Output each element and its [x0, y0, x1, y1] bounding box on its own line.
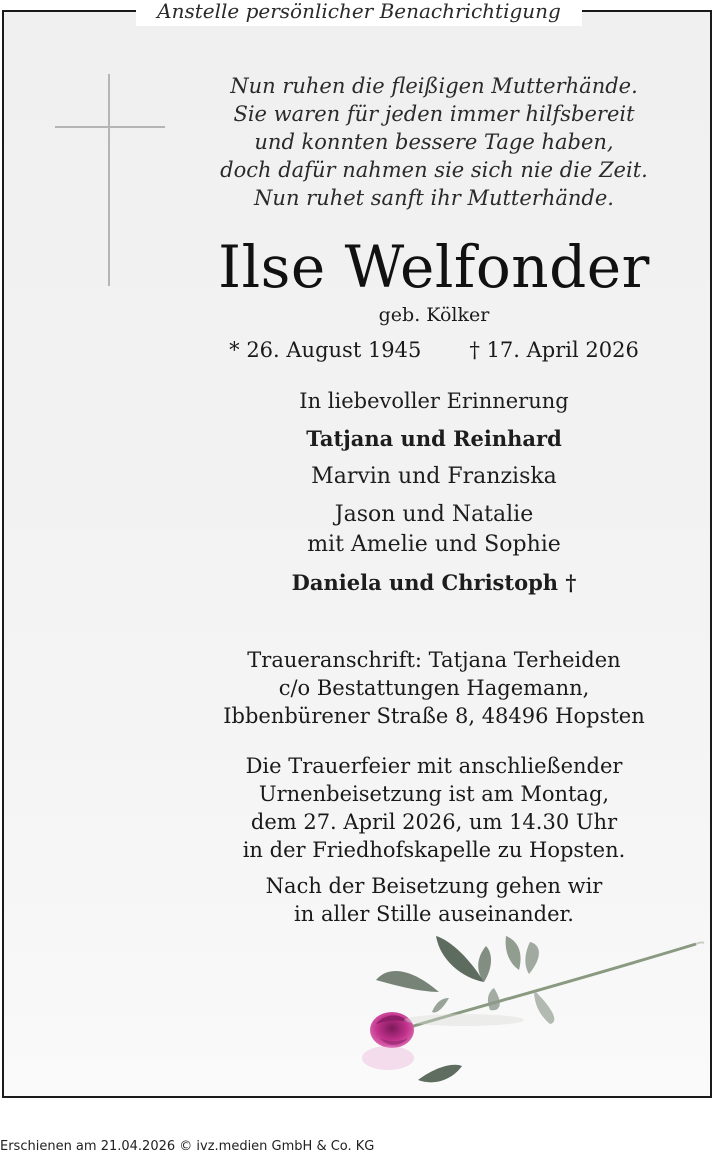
- verse-line: Sie waren für jeden immer hilfsbereit: [233, 102, 635, 126]
- publication-footer: Erschienen am 21.04.2026 © ivz.medien GmbH & Co. KG: [0, 1139, 375, 1154]
- life-dates: [184, 335, 684, 365]
- obituary-frame: [2, 10, 712, 1098]
- verse-line: und konnten bessere Tage haben,: [254, 130, 614, 154]
- mourner-group: Marvin und Franziska: [311, 464, 557, 489]
- cross-icon-bar: [55, 126, 165, 128]
- verse-line: Nun ruhet sanft ihr Mutterhände.: [254, 186, 614, 210]
- mourner-group: Tatjana und Reinhard: [306, 426, 562, 451]
- deceased-name: Ilse Welfonder: [218, 233, 650, 301]
- mourners: [184, 386, 684, 598]
- note-line: Nach der Beisetzung gehen wir: [265, 874, 603, 898]
- death-date: † 17. April 2026: [469, 338, 639, 362]
- verse-line: Nun ruhen die fleißigen Mutterhände.: [230, 74, 638, 98]
- closing-note: [184, 872, 684, 928]
- ceremony-line: Die Trauerfeier mit anschließender: [245, 754, 623, 778]
- mourner-line: Jason und Natalie: [334, 502, 534, 527]
- address-line: Ibbenbürener Straße 8, 48496 Hopsten: [223, 704, 645, 728]
- mourner-line: mit Amelie und Sophie: [307, 532, 561, 557]
- ceremony-line: in der Friedhofskapelle zu Hopsten.: [242, 838, 626, 862]
- ceremony-info: [184, 752, 684, 864]
- address-line: Traueranschrift: Tatjana Terheiden: [247, 648, 621, 672]
- cross-icon: [108, 74, 110, 286]
- mourners-intro: In liebevoller Erinnerung: [299, 389, 569, 413]
- birth-date: * 26. August 1945: [229, 338, 422, 362]
- header-label: Anstelle persönlicher Benachrichtigung: [136, 0, 582, 26]
- mourning-address: [184, 646, 684, 730]
- rose-icon: [344, 930, 712, 1098]
- verse-line: doch dafür nahmen sie sich nie die Zeit.: [220, 158, 648, 182]
- mourner-group: Daniela und Christoph †: [291, 570, 577, 595]
- address-line: c/o Bestattungen Hagemann,: [278, 676, 590, 700]
- note-line: in aller Stille auseinander.: [294, 902, 574, 926]
- verse: [184, 72, 684, 212]
- mourner-group: [184, 500, 684, 560]
- maiden-name: geb. Kölker: [378, 304, 490, 326]
- ceremony-line: Urnenbeisetzung ist am Montag,: [258, 782, 610, 806]
- ceremony-line: dem 27. April 2026, um 14.30 Uhr: [250, 810, 618, 834]
